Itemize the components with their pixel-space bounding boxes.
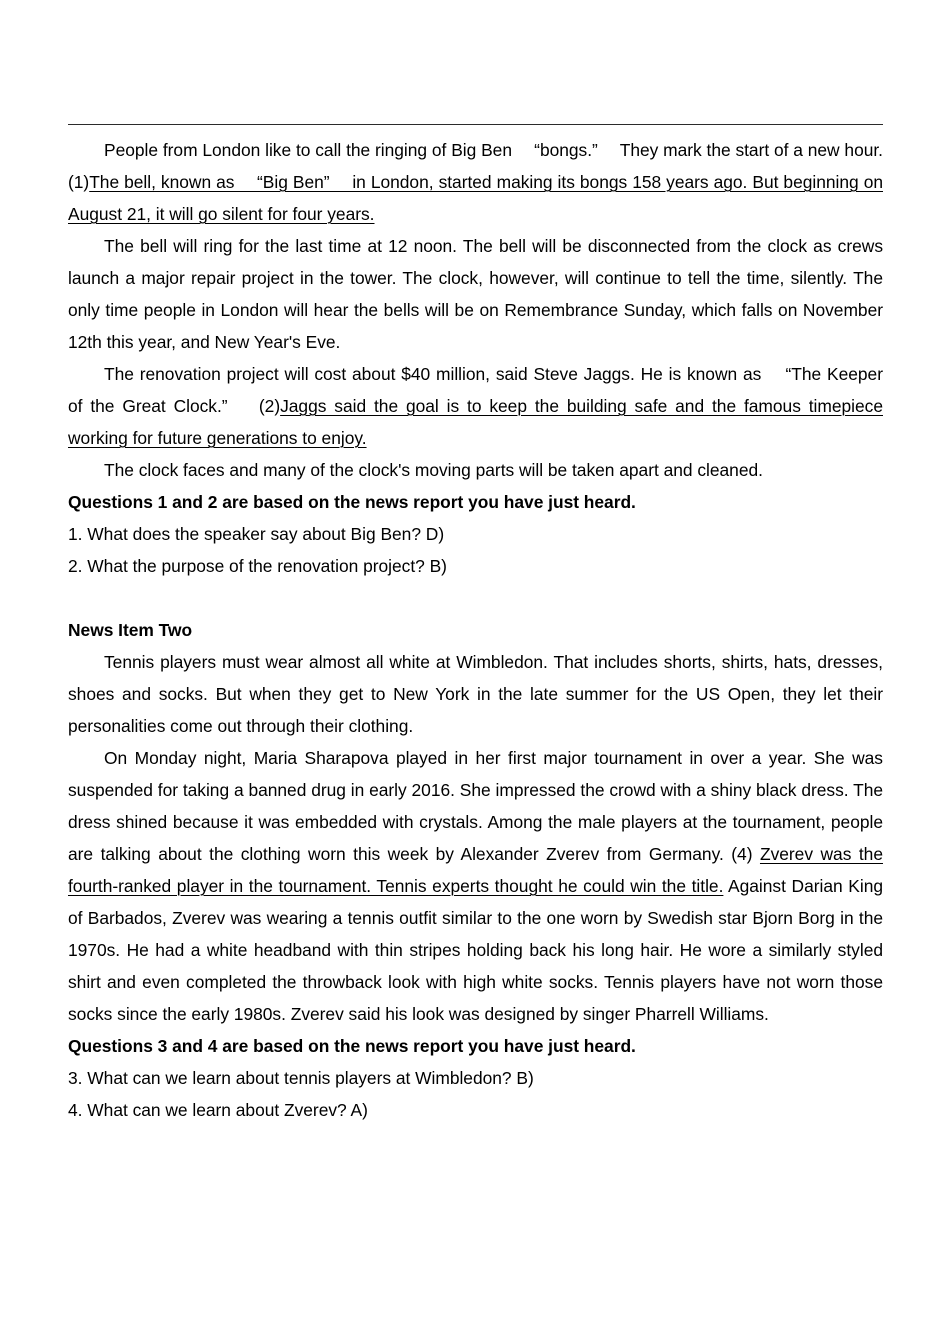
- news-item-two-heading: News Item Two: [68, 620, 193, 640]
- header-rule: [68, 124, 883, 125]
- paragraph-clock-faces: The clock faces and many of the clock's moving parts will be taken apart and cleaned.: [104, 460, 763, 480]
- questions-header-one: Questions 1 and 2 are based on the news report you have just heard.: [68, 492, 636, 512]
- underlined-sentence-2: Jaggs said the goal is to keep the building safe and the famous timepiece working for future generations to enjoy.: [68, 396, 883, 448]
- underlined-sentence-4: Zverev was the fourth-ranked player in the tournament. Tennis experts thought he could win the title.: [68, 844, 883, 896]
- paragraph-bell-ring: The bell will ring for the last time at 12 noon. The bell will be disconnected from the clock as crews launch a major repair project in the tower. The clock, however, will continue to tell the time, silently. The only time people in London will hear the bells will be on Remembrance Sunday, which falls on November 12th this year, and New Year's Eve.: [68, 236, 883, 352]
- question-1: 1. What does the speaker say about Big Ben? D): [68, 524, 445, 544]
- paragraph-wimbledon-dress-code: Tennis players must wear almost all white at Wimbledon. That includes shorts, shirts, hats, dresses, shoes and socks. But when they get to New York in the late summer for the US Open, they let their personalities come out through their clothing.: [68, 652, 883, 736]
- paragraph-one-intro: [68, 134, 883, 230]
- paragraph-one-text-before: People from London like to call the ringing of Big Ben “bongs.” They mark the start of a new hour. (1): [68, 140, 883, 192]
- question-2: 2. What the purpose of the renovation project? B): [68, 556, 447, 576]
- paragraph-three-text-before: The renovation project will cost about $40 million, said Steve Jaggs. He is known as “The Keeper of the Great Clock.” (2): [68, 364, 883, 416]
- question-4: 4. What can we learn about Zverev? A): [68, 1100, 368, 1120]
- paragraph-sharapova-zverev: [68, 742, 883, 1030]
- document-content: [68, 124, 883, 1126]
- section-spacer: [68, 582, 883, 614]
- paragraph-renovation-cost: [68, 358, 883, 454]
- question-3: 3. What can we learn about tennis players at Wimbledon? B): [68, 1068, 534, 1088]
- underlined-sentence-1: The bell, known as “Big Ben” in London, started making its bongs 158 years ago. But beginning on August 21, it will go silent for four years.: [68, 172, 883, 224]
- paragraph-two-text-after: Against Darian King of Barbados, Zverev was wearing a tennis outfit similar to the one worn by Swedish star Bjorn Borg in the 1970s. He had a white headband with thin stripes holding back his long hair. He wore a similarly styled shirt and even completed the throwback look with high white socks. Tennis players have not worn those socks since the early 1980s. Zverev said his look was designed by singer Pharrell Williams.: [68, 876, 883, 1024]
- paragraph-two-text-before: On Monday night, Maria Sharapova played in her first major tournament in over a year. She was suspended for taking a banned drug in early 2016. She impressed the crowd with a shiny black dress. The dress shined because it was embedded with crystals. Among the male players at the tournament, people are talking about the clothing worn this week by Alexander Zverev from Germany. (4): [68, 748, 883, 864]
- questions-header-two: Questions 3 and 4 are based on the news report you have just heard.: [68, 1036, 636, 1056]
